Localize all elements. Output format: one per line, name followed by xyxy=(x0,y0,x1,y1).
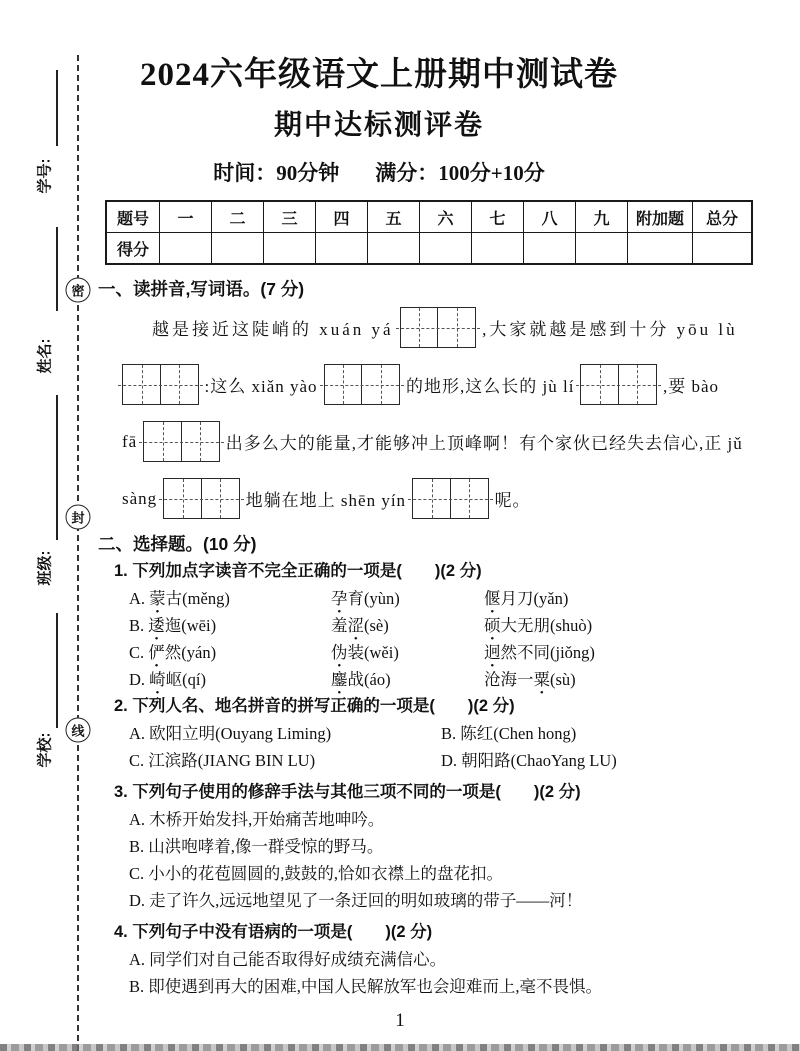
writing-box xyxy=(580,364,657,405)
option-item: D. 朝阳路(ChaoYang LU) xyxy=(441,751,617,770)
seal-line xyxy=(77,55,79,1051)
option-item xyxy=(331,585,484,612)
dotted-char: 涩 xyxy=(347,616,364,635)
option-text: 岖(qí) xyxy=(165,670,206,689)
option-letter: A. xyxy=(129,589,150,608)
option-text: 装(wěi) xyxy=(347,643,399,662)
score-cell-empty xyxy=(524,233,576,265)
section2-heading: 二、选择题。(10 分) xyxy=(98,534,257,554)
option-item xyxy=(484,666,758,693)
score-cell-empty xyxy=(472,233,524,265)
option-item: B. 即使遇到再大的困难,中国人民解放军也会迎难而上,毫不畏惧。 xyxy=(129,977,603,996)
paper-title: 2024六年级语文上册期中测试卷 xyxy=(140,57,618,93)
score-table-header-cell: 五 xyxy=(368,201,420,233)
question-stem: 1. 下列加点字读音不完全正确的一项是( )(2 分) xyxy=(114,562,482,580)
option-item xyxy=(129,585,331,612)
score-table-score-row xyxy=(106,233,752,265)
score-cell-empty xyxy=(212,233,264,265)
name-blank xyxy=(56,227,58,311)
option-item xyxy=(331,666,484,693)
option-text: 然(yán) xyxy=(164,643,217,662)
option-item xyxy=(129,612,331,639)
option-text: 沧海一 xyxy=(484,670,534,689)
option-item xyxy=(484,639,758,666)
writing-cell xyxy=(412,478,451,519)
option-text: (sè) xyxy=(364,616,389,635)
score-table-header-cell: 二 xyxy=(212,201,264,233)
writing-cell xyxy=(437,307,476,348)
score-table-header-cell: 总分 xyxy=(693,201,753,233)
score-cell-empty xyxy=(316,233,368,265)
score-table-header-label: 题号 xyxy=(106,201,160,233)
option-text: 大无朋(shuò) xyxy=(500,616,593,635)
option-text: 战(áo) xyxy=(347,670,391,689)
option-item xyxy=(331,612,484,639)
student-id-label: 学号: xyxy=(36,158,54,194)
pinyin-paragraph xyxy=(119,299,759,527)
score-cell-empty xyxy=(628,233,693,265)
exam-info xyxy=(213,157,544,187)
class-label: 班级: xyxy=(36,550,54,586)
dotted-char: 蒙 xyxy=(149,589,166,608)
pinyin-line xyxy=(119,413,759,470)
pinyin-text: 地躺在地上 shēn yín xyxy=(245,491,407,510)
writing-box xyxy=(143,421,220,462)
option-row xyxy=(98,666,758,693)
score-row-label: 得分 xyxy=(106,233,160,265)
option-item: C. 江滨路(JIANG BIN LU) xyxy=(129,751,316,770)
writing-cell xyxy=(361,364,400,405)
option-item xyxy=(484,612,758,639)
writing-box xyxy=(163,478,240,519)
option-text: 然不同(jiǒng) xyxy=(500,643,595,662)
writing-box xyxy=(412,478,489,519)
writing-cell xyxy=(580,364,619,405)
option-item xyxy=(129,639,331,666)
score-table-header-cell: 附加题 xyxy=(628,201,693,233)
option-text: 育(yùn) xyxy=(347,589,400,608)
option-letter: B. xyxy=(129,616,149,635)
score-table-header-cell: 三 xyxy=(264,201,316,233)
option-row xyxy=(98,612,758,639)
score-table xyxy=(105,200,753,265)
writing-cell xyxy=(143,421,182,462)
option-item xyxy=(129,666,331,693)
score-table-header-cell: 四 xyxy=(316,201,368,233)
option-row xyxy=(98,747,758,774)
paper-subtitle: 期中达标测评卷 xyxy=(273,110,485,141)
question-stem: 4. 下列句子中没有语病的一项是( )(2 分) xyxy=(114,923,433,941)
option-item: D. 走了许久,远远地望见了一条迂回的明如玻璃的带子——河！ xyxy=(129,891,583,910)
option-item xyxy=(484,585,758,612)
dotted-char: 伪 xyxy=(331,643,348,662)
pinyin-text: 的地形,这么长的 jù lí xyxy=(406,377,575,396)
dotted-char: 崎 xyxy=(149,670,166,689)
score-cell-empty xyxy=(693,233,753,265)
page-bottom-edge xyxy=(0,1044,800,1051)
option-row xyxy=(98,833,758,860)
option-row xyxy=(98,860,758,887)
option-row xyxy=(98,585,758,612)
question-stem: 3. 下列句子使用的修辞手法与其他三项不同的一项是( )(2 分) xyxy=(114,783,581,801)
seal-char-feng: 封 xyxy=(66,505,91,530)
dotted-char: 鏖 xyxy=(331,670,348,689)
writing-cell xyxy=(324,364,363,405)
option-row xyxy=(98,946,758,973)
writing-box xyxy=(324,364,401,405)
writing-cell xyxy=(160,364,199,405)
writing-box xyxy=(122,364,199,405)
option-item: A. 木桥开始发抖,开始痛苦地呻吟。 xyxy=(129,810,385,829)
option-letter: D. xyxy=(129,670,150,689)
pinyin-text: 呢。 xyxy=(494,491,531,510)
option-letter: C. xyxy=(129,643,149,662)
seal-char-mi: 密 xyxy=(66,278,91,303)
writing-cell xyxy=(400,307,439,348)
pinyin-text: sàng xyxy=(122,488,158,508)
score-info: 满分：100分+10分 xyxy=(375,161,545,185)
option-item: A. 欧阳立明(Ouyang Liming) xyxy=(129,724,332,743)
option-text: 羞 xyxy=(331,616,348,635)
pinyin-text: :这么 xiǎn yào xyxy=(204,377,318,396)
pinyin-text: ,大家就越是感到十分 yōu lù xyxy=(482,320,738,339)
dotted-char: 逶 xyxy=(148,616,165,635)
score-cell-empty xyxy=(264,233,316,265)
score-cell-empty xyxy=(576,233,628,265)
dotted-char: 硕 xyxy=(484,616,501,635)
option-item: B. 陈红(Chen hong) xyxy=(441,724,577,743)
page-number: 1 xyxy=(395,1010,405,1031)
writing-cell xyxy=(450,478,489,519)
dotted-char: 孕 xyxy=(331,589,348,608)
score-table-header-cell: 七 xyxy=(472,201,524,233)
score-table-header-cell: 九 xyxy=(576,201,628,233)
option-text: 迤(wēi) xyxy=(164,616,217,635)
pinyin-line xyxy=(149,299,759,356)
score-table-body xyxy=(106,201,752,264)
writing-cell xyxy=(181,421,220,462)
dotted-char: 俨 xyxy=(148,643,165,662)
score-cell-empty xyxy=(420,233,472,265)
pinyin-text: fā xyxy=(122,431,138,451)
question-stem: 2. 下列人名、地名拼音的拼写正确的一项是( )(2 分) xyxy=(114,697,515,715)
writing-cell xyxy=(163,478,202,519)
dotted-char: 粟 xyxy=(533,670,550,689)
option-item: C. 小小的花苞圆圆的,鼓鼓的,恰如衣襟上的盘花扣。 xyxy=(129,864,504,883)
class-blank xyxy=(56,395,58,540)
score-table-header-cell: 一 xyxy=(160,201,212,233)
dotted-char: 偃 xyxy=(484,589,501,608)
school-blank xyxy=(56,613,58,728)
option-item: A. 同学们对自己能否取得好成绩充满信心。 xyxy=(129,950,447,969)
option-row xyxy=(98,806,758,833)
score-cell-empty xyxy=(160,233,212,265)
school-label: 学校: xyxy=(36,732,54,768)
section2 xyxy=(98,531,758,1000)
score-table-header-cell: 八 xyxy=(524,201,576,233)
option-row xyxy=(98,720,758,747)
option-item: B. 山洪咆哮着,像一群受惊的野马。 xyxy=(129,837,384,856)
writing-cell xyxy=(201,478,240,519)
option-text: (sù) xyxy=(550,670,576,689)
seal-char-xian: 线 xyxy=(66,718,91,743)
pinyin-text: ,要 bào xyxy=(662,377,720,396)
option-row xyxy=(98,639,758,666)
pinyin-line xyxy=(119,470,759,527)
pinyin-line xyxy=(119,356,759,413)
option-text: 月刀(yǎn) xyxy=(500,589,569,608)
writing-cell xyxy=(122,364,161,405)
pinyin-text: 越是接近这陡峭的 xuán yá xyxy=(152,320,394,339)
questions xyxy=(98,558,758,1000)
student-id-blank xyxy=(56,70,58,146)
option-text: 古(měng) xyxy=(165,589,230,608)
name-label: 姓名: xyxy=(36,338,54,374)
option-row xyxy=(98,887,758,914)
writing-box xyxy=(400,307,477,348)
option-row xyxy=(98,973,758,1000)
dotted-char: 迥 xyxy=(484,643,501,662)
writing-cell xyxy=(618,364,657,405)
pinyin-text: 出多么大的能量,才能够冲上顶峰啊！有个家伙已经失去信心,正 jǔ xyxy=(225,434,743,453)
score-cell-empty xyxy=(368,233,420,265)
time-info: 时间：90分钟 xyxy=(213,161,340,185)
score-table-header-cell: 六 xyxy=(420,201,472,233)
score-table-header-row xyxy=(106,201,752,233)
section1-heading: 一、读拼音,写词语。(7 分) xyxy=(98,279,305,299)
